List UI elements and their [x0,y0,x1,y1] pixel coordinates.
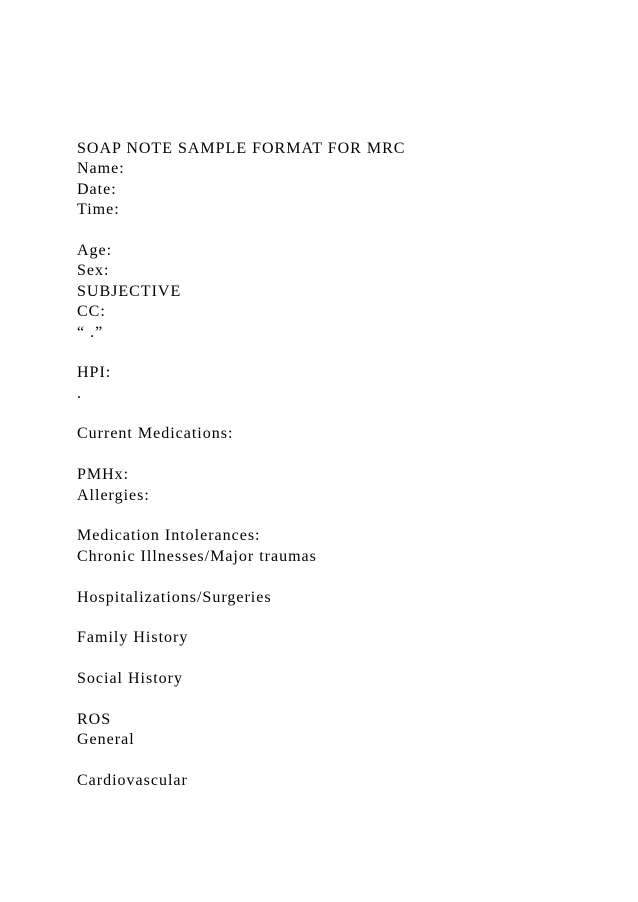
sex-label: Sex: [77,262,110,280]
hospitalizations-label: Hospitalizations/Surgeries [77,588,272,606]
chronic-illnesses-label: Chronic Illnesses/Major traumas [77,547,317,565]
family-history-label: Family History [77,629,189,647]
spacer [77,649,597,669]
medication-intolerances-label: Medication Intolerances: [77,527,261,545]
cardiovascular-label: Cardiovascular [77,772,188,790]
social-history-label: Social History [77,670,183,688]
subjective-heading: SUBJECTIVE [77,282,182,300]
allergies-label: Allergies: [77,486,150,504]
spacer [77,751,597,771]
time-label: Time: [77,201,120,219]
spacer [77,404,597,424]
spacer [77,445,597,465]
spacer [77,690,597,710]
document-title: SOAP NOTE SAMPLE FORMAT FOR MRC [77,140,406,157]
cc-quote: “ .” [77,323,104,341]
general-label: General [77,731,135,749]
age-label: Age: [77,241,113,259]
spacer [77,343,597,363]
hpi-value: . [77,384,82,402]
current-medications-label: Current Medications: [77,425,234,443]
date-label: Date: [77,180,117,198]
spacer [77,221,597,241]
cc-label: CC: [77,303,106,321]
hpi-label: HPI: [77,364,112,382]
spacer [77,567,597,587]
spacer [77,506,597,526]
name-label: Name: [77,160,125,178]
soap-note-body [77,139,597,792]
pmhx-label: PMHx: [77,466,130,484]
ros-heading: ROS [77,710,112,728]
spacer [77,608,597,628]
